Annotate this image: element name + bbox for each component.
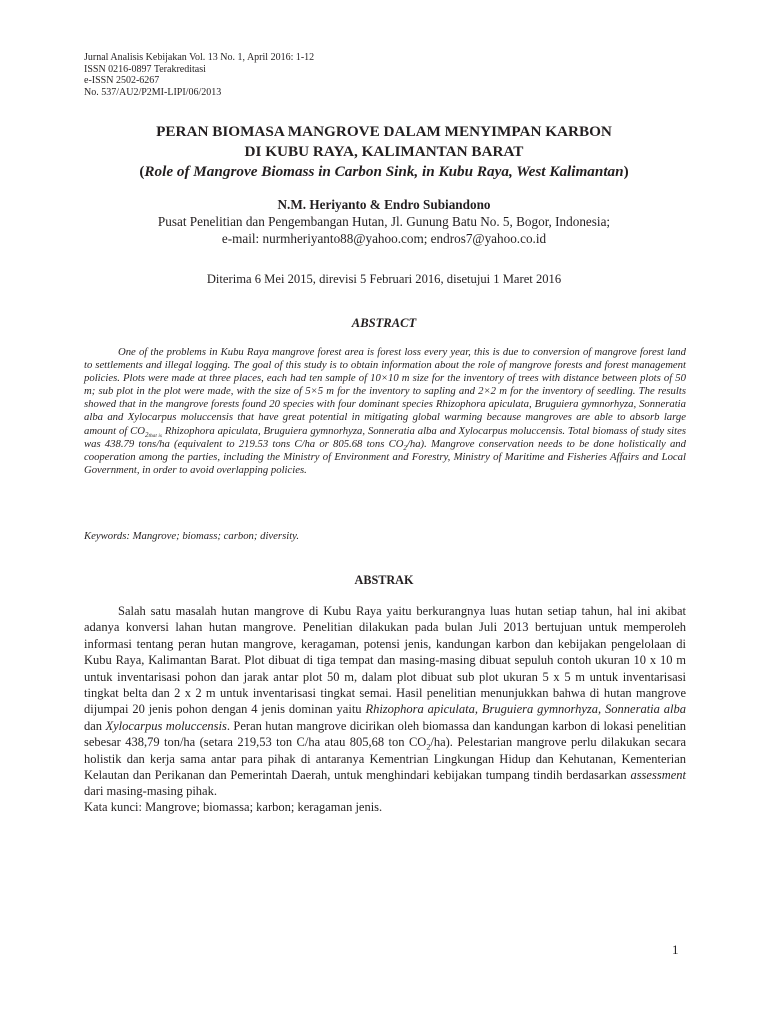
abstrak-species-b: Xylocarpus moluccensis <box>105 718 227 733</box>
paren-close: ) <box>623 163 629 180</box>
journal-header <box>84 52 314 98</box>
title-line-1: PERAN BIOMASA MANGROVE DALAM MENYIMPAN KARBON <box>156 123 612 140</box>
abstrak-dan: dan <box>84 718 106 733</box>
author-email: e-mail: nurmheriyanto88@yahoo.com; endros7@yahoo.co.id <box>221 231 547 246</box>
journal-eissn: e-ISSN 2502-6267 <box>84 75 160 87</box>
author-block <box>60 196 708 247</box>
paper-title <box>60 122 708 182</box>
page-number: 1 <box>672 942 679 957</box>
abstract-heading: ABSTRACT <box>351 316 417 330</box>
abstrak-text-1: Salah satu masalah hutan mangrove di Kubu Raya yaitu berkurangnya luas hutan setiap tahun, hal ini akibat adanya konversi lahan hutan mangrove. Penelitian dilakukan pada bulan Juli 2013 bertujuan untuk memperoleh informasi tentang peran hutan mangrove, keragaman, potensi jenis, kandungan karbon dan kebijakan pengelolaan di Kubu Raya, Kalimantan Barat. Plot dibuat di tiga tempat dan masing-masing dibuat sepuluh contoh ukuran 10 x 10 m untuk inventarisasi pohon dan jarak antar plot 50 m, dalam plot dibuat sub plot ukuran 5 x 5 m untuk inventarisasi tingkat belta dan 2 x 2 m untuk inventarisasi tingkat semai. Hasil penelitian menunjukkan bahwa di hutan mangrove dijumpai 20 jenis pohon dengan 4 jenis dominan yaitu <box>84 604 686 717</box>
abstrak-assessment: assessment <box>630 768 686 783</box>
author-affiliation: Pusat Penelitian dan Pengembangan Hutan, Jl. Gunung Batu No. 5, Bogor, Indonesia; <box>157 214 611 229</box>
abstrak-indonesian <box>84 603 686 800</box>
abstrak-co2-subscript: 2 <box>426 742 431 752</box>
keywords-english: Keywords: Mangrove; biomass; carbon; diversity. <box>84 530 300 542</box>
author-names: N.M. Heriyanto & Endro Subiandono <box>277 197 491 212</box>
keywords-indonesian: Kata kunci: Mangrove; biomassa; karbon; keragaman jenis. <box>84 800 383 814</box>
that-is-subscript: that is <box>148 432 162 439</box>
title-line-2: DI KUBU RAYA, KALIMANTAN BARAT <box>244 143 524 160</box>
journal-accreditation: No. 537/AU2/P2MI-LIPI/06/2013 <box>84 86 222 98</box>
co2-subscript: 2 <box>145 430 149 439</box>
abstrak-text-4: dari masing-masing pihak. <box>84 784 217 799</box>
title-english <box>60 162 708 182</box>
abstract-text-3: /ha). Mangrove conservation needs to be done holistically and cooperation among the parties, including the Ministry of Environment and Forestry, Ministry of Maritime and Fisheries Affairs and Local Government, in order to avoid overlapping policies. <box>84 437 686 476</box>
journal-issn: ISSN 0216-0897 Terakreditasi <box>84 63 206 75</box>
paren-open: ( <box>139 163 145 180</box>
abstract-text-1: One of the problems in Kubu Raya mangrove forest area is forest loss every year, this is due to conversion of mangrove forest land to settlements and illegal logging. The goal of this study is to obtain information about the role of mangrove forests and forest management policies. Plots were made at three places, each had ten sample of 10×10 m size for the inventory of trees with distance between plots of 50 m; sub plot in the plot were made, with the size of 5×5 m for the inventory to sapling and 2×2 m for the inventory of seedling. The results showed that in the mangrove forests found 20 species with four dominant species Rhizophora apiculata, Bruguiera gymnorhyza, Sonneratia alba and Xylocarpus moluccensis that have great potential in mitigating global warming because mangroves are able to absorb large amount of CO <box>84 346 686 437</box>
submission-dates: Diterima 6 Mei 2015, direvisi 5 Februari 2016, disetujui 1 Maret 2016 <box>206 272 562 286</box>
abstrak-heading: ABSTRAK <box>354 573 414 587</box>
abstract-text-2: Rhizophora apiculata, Bruguiera gymnorhyza, Sonneratia alba and Xylocarpus moluccensis. Total biomass of study sites was 438.79 tons/ha (equivalent to 219.53 tons C/ha or 805.68 tons CO <box>84 424 686 450</box>
abstrak-species-a: Rhizophora apiculata, Bruguiera gymnorhyza, Sonneratia alba <box>365 702 686 717</box>
abstrak-text-2: . Peran hutan mangrove dicirikan oleh biomassa dan kandungan karbon di lokasi penelitian sebesar 438,79 ton/ha (setara 219,53 ton C/ha atau 805,68 ton CO <box>84 718 686 750</box>
abstrak-text-3: /ha). Pelestarian mangrove perlu dilakukan secara holistik dan kerja sama antar para pihak di antaranya Kementrian Lingkungan Hidup dan Kehutanan, Kementerian Kelautan dan Perikanan dan Pemerintah Daerah, untuk menghindari kebijakan tumpang tindih berdasarkan <box>84 735 687 783</box>
journal-citation: Jurnal Analisis Kebijakan Vol. 13 No. 1, April 2016: 1-12 <box>84 52 315 63</box>
title-english-text: Role of Mangrove Biomass in Carbon Sink, in Kubu Raya, West Kalimantan <box>144 163 624 180</box>
abstract-english <box>84 346 686 477</box>
co2-subscript-2: 2 <box>403 443 407 452</box>
